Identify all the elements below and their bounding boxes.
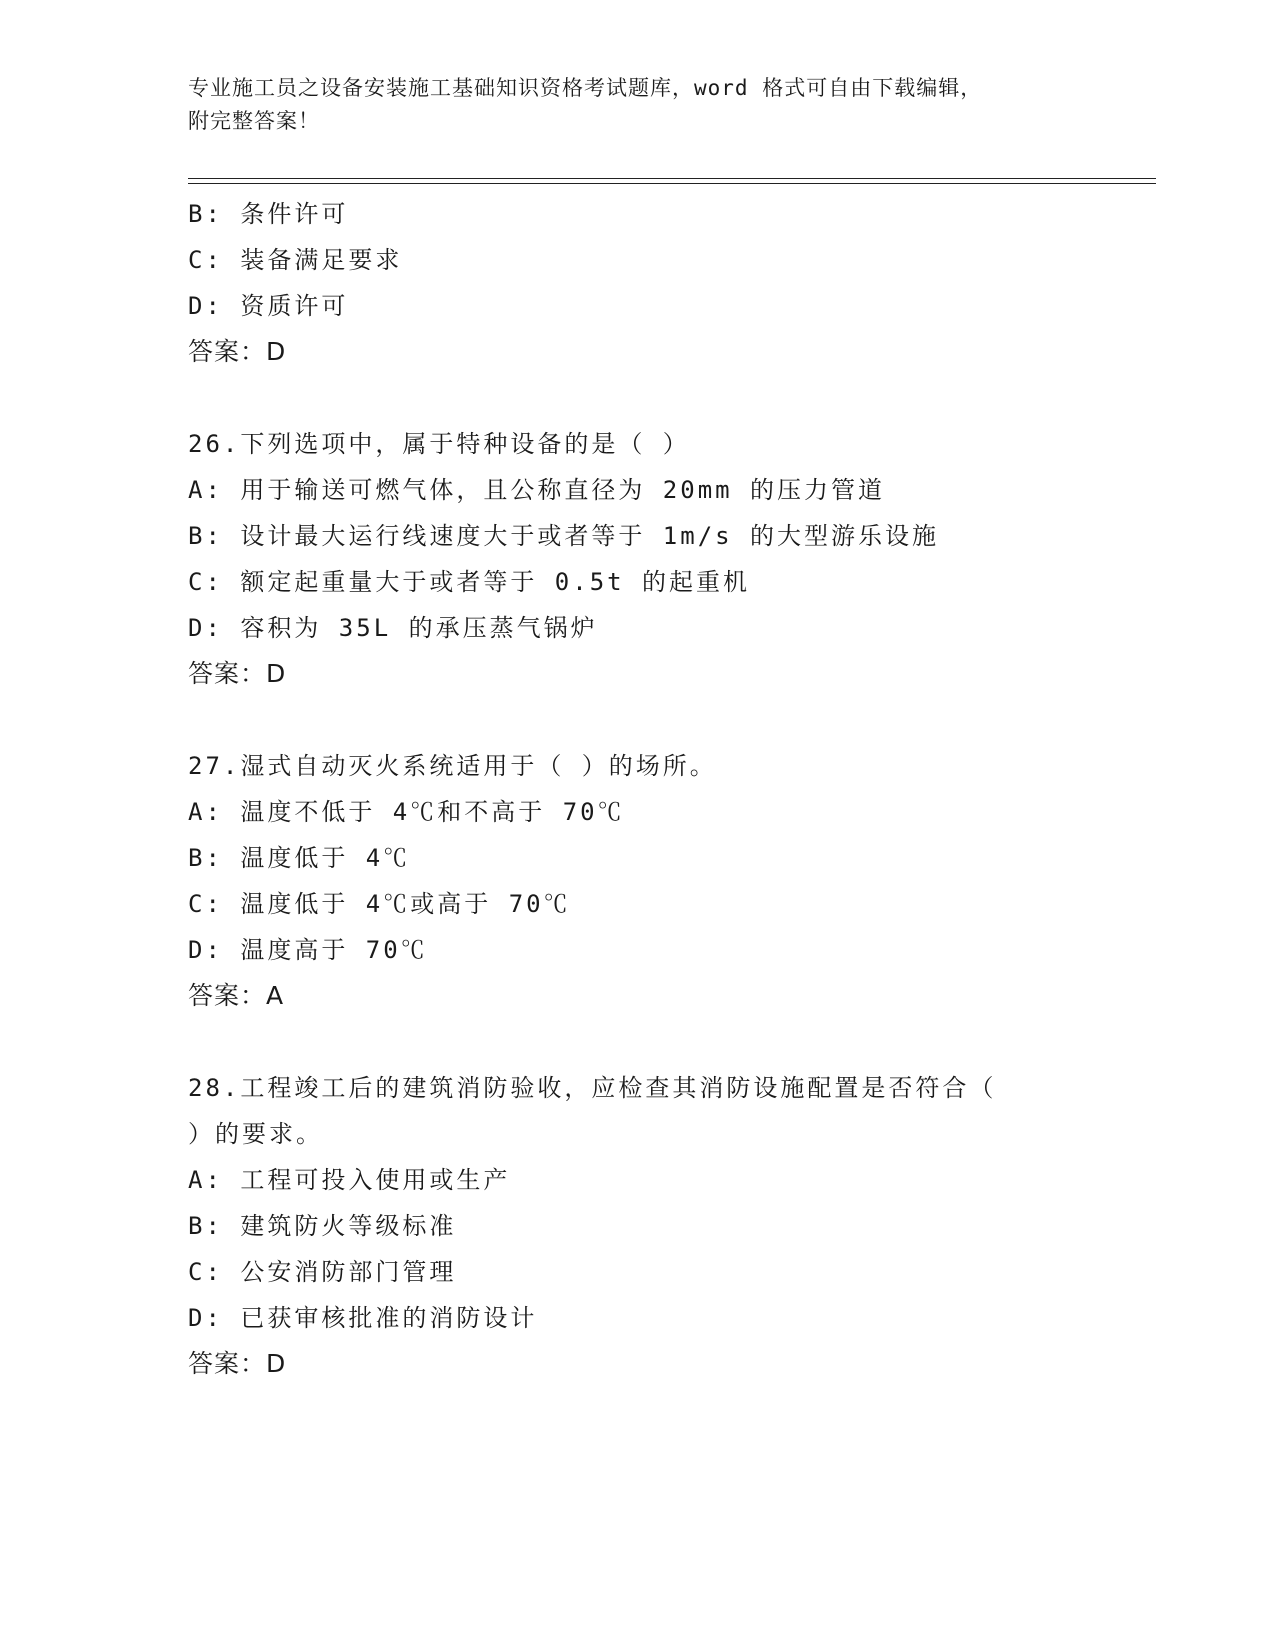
question-content [188,191,1148,1387]
answer-line: 答案：D [188,1349,287,1378]
option-c: C: 温度低于 4℃或高于 70℃ [188,890,571,918]
option-a: A: 工程可投入使用或生产 [188,1166,511,1194]
question-28 [188,1065,1148,1387]
option-d: D: 资质许可 [188,292,349,320]
option-a: A: 用于输送可燃气体，且公称直径为 20mm 的压力管道 [188,476,886,504]
document-header [188,72,1088,138]
option-d: D: 容积为 35L 的承压蒸气锅炉 [188,614,598,642]
option-c: C: 装备满足要求 [188,246,403,274]
header-line-2: 附完整答案！ [188,109,320,133]
option-b: B: 设计最大运行线速度大于或者等于 1m/s 的大型游乐设施 [188,522,940,550]
question-stem-line-1: 28.工程竣工后的建筑消防验收，应检查其消防设施配置是否符合（ [188,1074,997,1102]
prev-question [188,191,1148,375]
answer-line: 答案：D [188,659,287,688]
option-c: C: 额定起重量大于或者等于 0.5t 的起重机 [188,568,751,596]
option-b: B: 建筑防火等级标准 [188,1212,457,1240]
answer-line: 答案：D [188,337,287,366]
question-stem-line-2: ）的要求。 [188,1120,323,1148]
option-b: B: 条件许可 [188,200,349,228]
header-divider-top [188,178,1156,179]
question-stem: 26.下列选项中，属于特种设备的是（ ） [188,430,690,458]
question-stem: 27.湿式自动灭火系统适用于（ ）的场所。 [188,752,717,780]
option-b: B: 温度低于 4℃ [188,844,411,872]
header-line-1: 专业施工员之设备安装施工基础知识资格考试题库，word 格式可自由下载编辑， [188,76,983,100]
option-a: A: 温度不低于 4℃和不高于 70℃ [188,798,625,826]
question-26 [188,421,1148,697]
header-divider-bottom [188,183,1156,184]
answer-line: 答案：A [188,981,285,1010]
option-d: D: 温度高于 70℃ [188,936,428,964]
option-d: D: 已获审核批准的消防设计 [188,1304,538,1332]
question-27 [188,743,1148,1019]
option-c: C: 公安消防部门管理 [188,1258,457,1286]
